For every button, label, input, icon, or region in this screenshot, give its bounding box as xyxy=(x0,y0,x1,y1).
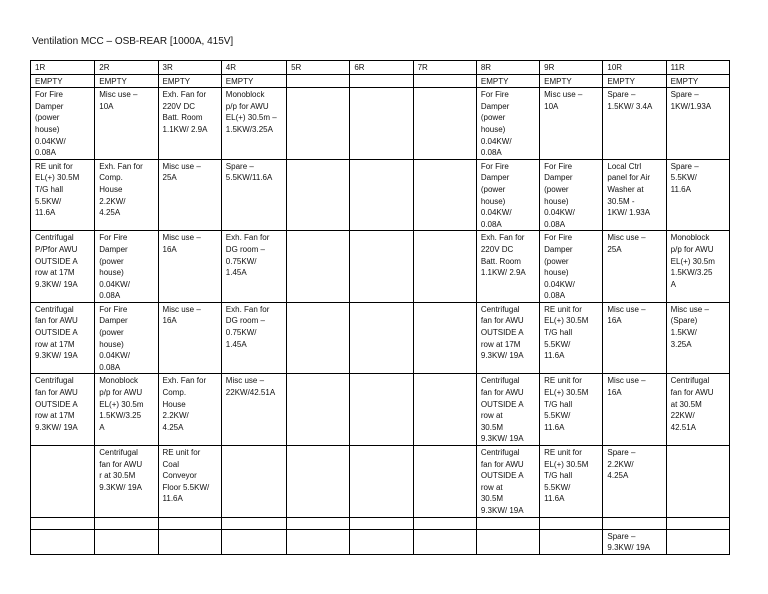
table-cell: Exh. Fan for DG room – 0.75KW/ 1.45A xyxy=(221,302,286,374)
table-cell: Exh. Fan for DG room – 0.75KW/ 1.45A xyxy=(221,231,286,303)
table-cell: Spare – 1KW/1.93A xyxy=(666,88,729,160)
table-cell: Misc use – 10A xyxy=(95,88,158,160)
table-cell: Spare – 5.5KW/ 11.6A xyxy=(666,159,729,231)
table-row xyxy=(31,88,730,160)
table-cell xyxy=(350,517,413,529)
table-cell xyxy=(350,88,413,160)
table-cell xyxy=(31,517,95,529)
column-header: 9R xyxy=(540,61,603,75)
table-cell: Misc use – 25A xyxy=(603,231,666,303)
table-cell: Centrifugal fan for AWU at 30.5M 22KW/ 42.51A xyxy=(666,374,729,446)
table-cell: Monoblock p/p for AWU EL(+) 30.5m 1.5KW/3.25 A xyxy=(95,374,158,446)
table-cell: Centrifugal fan for AWU OUTSIDE A row at 17M 9.3KW/ 19A xyxy=(476,302,539,374)
table-cell xyxy=(350,374,413,446)
table-cell: Centrifugal P/Pfor AWU OUTSIDE A row at 17M 9.3KW/ 19A xyxy=(31,231,95,303)
table-cell xyxy=(287,517,350,529)
table-cell xyxy=(350,529,413,554)
table-cell: Exh. Fan for 220V DC Batt. Room 1.1KW/ 2.9A xyxy=(476,231,539,303)
table-row xyxy=(31,374,730,446)
table-cell xyxy=(287,302,350,374)
table-cell: Misc use – 25A xyxy=(158,159,221,231)
table-cell xyxy=(413,88,476,160)
table-row xyxy=(31,517,730,529)
table-cell: Misc use – 16A xyxy=(603,374,666,446)
table-cell: Spare – 1.5KW/ 3.4A xyxy=(603,88,666,160)
table-cell: EMPTY xyxy=(476,74,539,88)
table-cell xyxy=(31,529,95,554)
table-cell: Centrifugal fan for AWU OUTSIDE A row at 30.5M 9.3KW/ 19A xyxy=(476,374,539,446)
table-row xyxy=(31,302,730,374)
table-cell: RE unit for EL(+) 30.5M T/G hall 5.5KW/ 11.6A xyxy=(540,446,603,518)
table-cell: Misc use – 16A xyxy=(603,302,666,374)
table-cell: EMPTY xyxy=(666,74,729,88)
column-header: 5R xyxy=(287,61,350,75)
column-header: 1R xyxy=(31,61,95,75)
table-cell xyxy=(287,231,350,303)
table-cell xyxy=(287,446,350,518)
table-cell xyxy=(666,517,729,529)
column-header: 7R xyxy=(413,61,476,75)
table-cell: RE unit for EL(+) 30.5M T/G hall 5.5KW/ 11.6A xyxy=(31,159,95,231)
table-cell xyxy=(413,159,476,231)
table-cell xyxy=(287,374,350,446)
table-cell xyxy=(95,517,158,529)
table-cell: Local Ctrl panel for Air Washer at 30.5M - 1KW/ 1.93A xyxy=(603,159,666,231)
table-cell xyxy=(540,529,603,554)
table-cell: Exh. Fan for Comp. House 2.2KW/ 4.25A xyxy=(158,374,221,446)
table-cell: EMPTY xyxy=(31,74,95,88)
table-cell xyxy=(350,74,413,88)
table-cell: Misc use – 16A xyxy=(158,231,221,303)
mcc-feeder-table xyxy=(30,60,730,555)
table-cell: RE unit for EL(+) 30.5M T/G hall 5.5KW/ 11.6A xyxy=(540,302,603,374)
table-cell: Centrifugal fan for AWU OUTSIDE A row at 30.5M 9.3KW/ 19A xyxy=(476,446,539,518)
table-cell: Centrifugal fan for AWU r at 30.5M 9.3KW/ 19A xyxy=(95,446,158,518)
table-cell: Misc use – (Spare) 1.5KW/ 3.25A xyxy=(666,302,729,374)
table-cell: EMPTY xyxy=(95,74,158,88)
table-cell xyxy=(350,302,413,374)
table-cell: Centrifugal fan for AWU OUTSIDE A row at 17M 9.3KW/ 19A xyxy=(31,302,95,374)
table-cell xyxy=(476,517,539,529)
table-cell: For Fire Damper (power house) 0.04KW/ 0.08A xyxy=(476,88,539,160)
table-cell xyxy=(603,517,666,529)
table-row xyxy=(31,159,730,231)
table-cell: EMPTY xyxy=(221,74,286,88)
table-cell: EMPTY xyxy=(158,74,221,88)
table-cell xyxy=(413,74,476,88)
table-cell xyxy=(221,517,286,529)
document-title: Ventilation MCC – OSB-REAR [1000A, 415V] xyxy=(32,36,234,47)
table-row xyxy=(31,231,730,303)
column-header: 10R xyxy=(603,61,666,75)
table-cell: Exh. Fan for 220V DC Batt. Room 1.1KW/ 2.9A xyxy=(158,88,221,160)
table-cell: Misc use – 16A xyxy=(158,302,221,374)
column-header: 3R xyxy=(158,61,221,75)
table-cell: For Fire Damper (power house) 0.04KW/ 0.08A xyxy=(540,231,603,303)
table-cell: Spare – 2.2KW/ 4.25A xyxy=(603,446,666,518)
table-row xyxy=(31,529,730,554)
table-cell xyxy=(158,529,221,554)
table-cell: For Fire Damper (power house) 0.04KW/ 0.08A xyxy=(540,159,603,231)
header-row xyxy=(31,61,730,75)
table-cell xyxy=(413,302,476,374)
column-header: 8R xyxy=(476,61,539,75)
table-cell: Monoblock p/p for AWU EL(+) 30.5m – 1.5KW/3.25A xyxy=(221,88,286,160)
table-cell xyxy=(287,529,350,554)
table-cell xyxy=(350,159,413,231)
table-cell: Misc use – 22KW/42.51A xyxy=(221,374,286,446)
table-cell xyxy=(666,446,729,518)
table-cell xyxy=(413,529,476,554)
table-cell xyxy=(287,88,350,160)
table-cell xyxy=(413,231,476,303)
table-cell: RE unit for Coal Conveyor Floor 5.5KW/ 11.6A xyxy=(158,446,221,518)
table-cell: Spare – 9.3KW/ 19A xyxy=(603,529,666,554)
table-cell: Spare – 5.5KW/11.6A xyxy=(221,159,286,231)
table-cell xyxy=(413,517,476,529)
column-header: 4R xyxy=(221,61,286,75)
table-row xyxy=(31,74,730,88)
table-cell: EMPTY xyxy=(603,74,666,88)
table-cell: For Fire Damper (power house) 0.04KW/ 0.08A xyxy=(476,159,539,231)
table-cell xyxy=(666,529,729,554)
column-header: 11R xyxy=(666,61,729,75)
column-header: 2R xyxy=(95,61,158,75)
table-cell: RE unit for EL(+) 30.5M T/G hall 5.5KW/ 11.6A xyxy=(540,374,603,446)
table-cell xyxy=(158,517,221,529)
table-cell xyxy=(31,446,95,518)
table-cell: Misc use – 10A xyxy=(540,88,603,160)
table-row xyxy=(31,446,730,518)
table-cell xyxy=(350,231,413,303)
table-cell: For Fire Damper (power house) 0.04KW/ 0.08A xyxy=(95,231,158,303)
table-cell xyxy=(221,529,286,554)
table-cell xyxy=(287,159,350,231)
table-cell xyxy=(540,517,603,529)
table-cell xyxy=(95,529,158,554)
table-cell xyxy=(413,374,476,446)
table-cell: For Fire Damper (power house) 0.04KW/ 0.08A xyxy=(95,302,158,374)
table-cell: EMPTY xyxy=(540,74,603,88)
table-cell: Monoblock p/p for AWU EL(+) 30.5m 1.5KW/3.25 A xyxy=(666,231,729,303)
column-header: 6R xyxy=(350,61,413,75)
table-cell xyxy=(221,446,286,518)
table-cell xyxy=(350,446,413,518)
table-cell xyxy=(476,529,539,554)
table-cell xyxy=(413,446,476,518)
table-cell: Exh. Fan for Comp. House 2.2KW/ 4.25A xyxy=(95,159,158,231)
table-cell: Centrifugal fan for AWU OUTSIDE A row at 17M 9.3KW/ 19A xyxy=(31,374,95,446)
table-cell xyxy=(287,74,350,88)
table-cell: For Fire Damper (power house) 0.04KW/ 0.08A xyxy=(31,88,95,160)
